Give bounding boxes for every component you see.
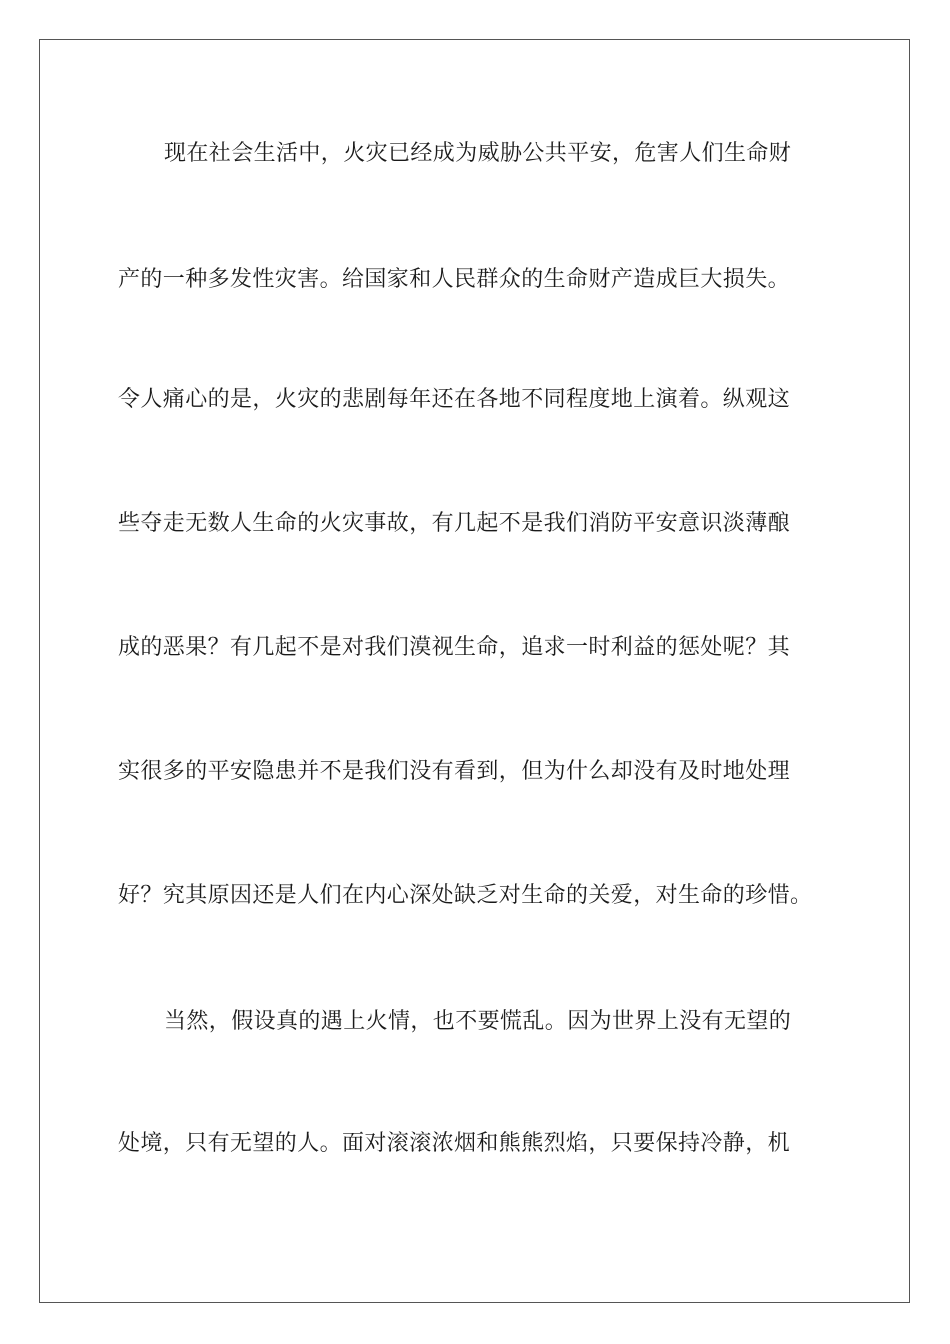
paragraph-1-line-7: 好？究其原因还是人们在内心深处缺乏对生命的关爱，对生命的珍惜。	[118, 883, 813, 908]
paragraph-1-line-2: 产的一种多发性灾害。给国家和人民群众的生命财产造成巨大损失。	[118, 267, 791, 292]
paragraph-1-line-3: 令人痛心的是，火灾的悲剧每年还在各地不同程度地上演着。纵观这	[118, 387, 791, 412]
page-border	[39, 39, 910, 1303]
paragraph-1-line-6: 实很多的平安隐患并不是我们没有看到，但为什么却没有及时地处理	[118, 759, 791, 784]
paragraph-1-line-1: 现在社会生活中，火灾已经成为威胁公共平安，危害人们生命财	[164, 141, 792, 166]
paragraph-1-line-4: 些夺走无数人生命的火灾事故，有几起不是我们消防平安意识淡薄酿	[118, 511, 791, 536]
paragraph-2-line-2: 处境，只有无望的人。面对滚滚浓烟和熊熊烈焰，只要保持冷静，机	[118, 1131, 791, 1156]
paragraph-2-line-1: 当然，假设真的遇上火情，也不要慌乱。因为世界上没有无望的	[164, 1009, 792, 1034]
paragraph-1-line-5: 成的恶果？有几起不是对我们漠视生命，追求一时利益的惩处呢？其	[118, 635, 791, 660]
